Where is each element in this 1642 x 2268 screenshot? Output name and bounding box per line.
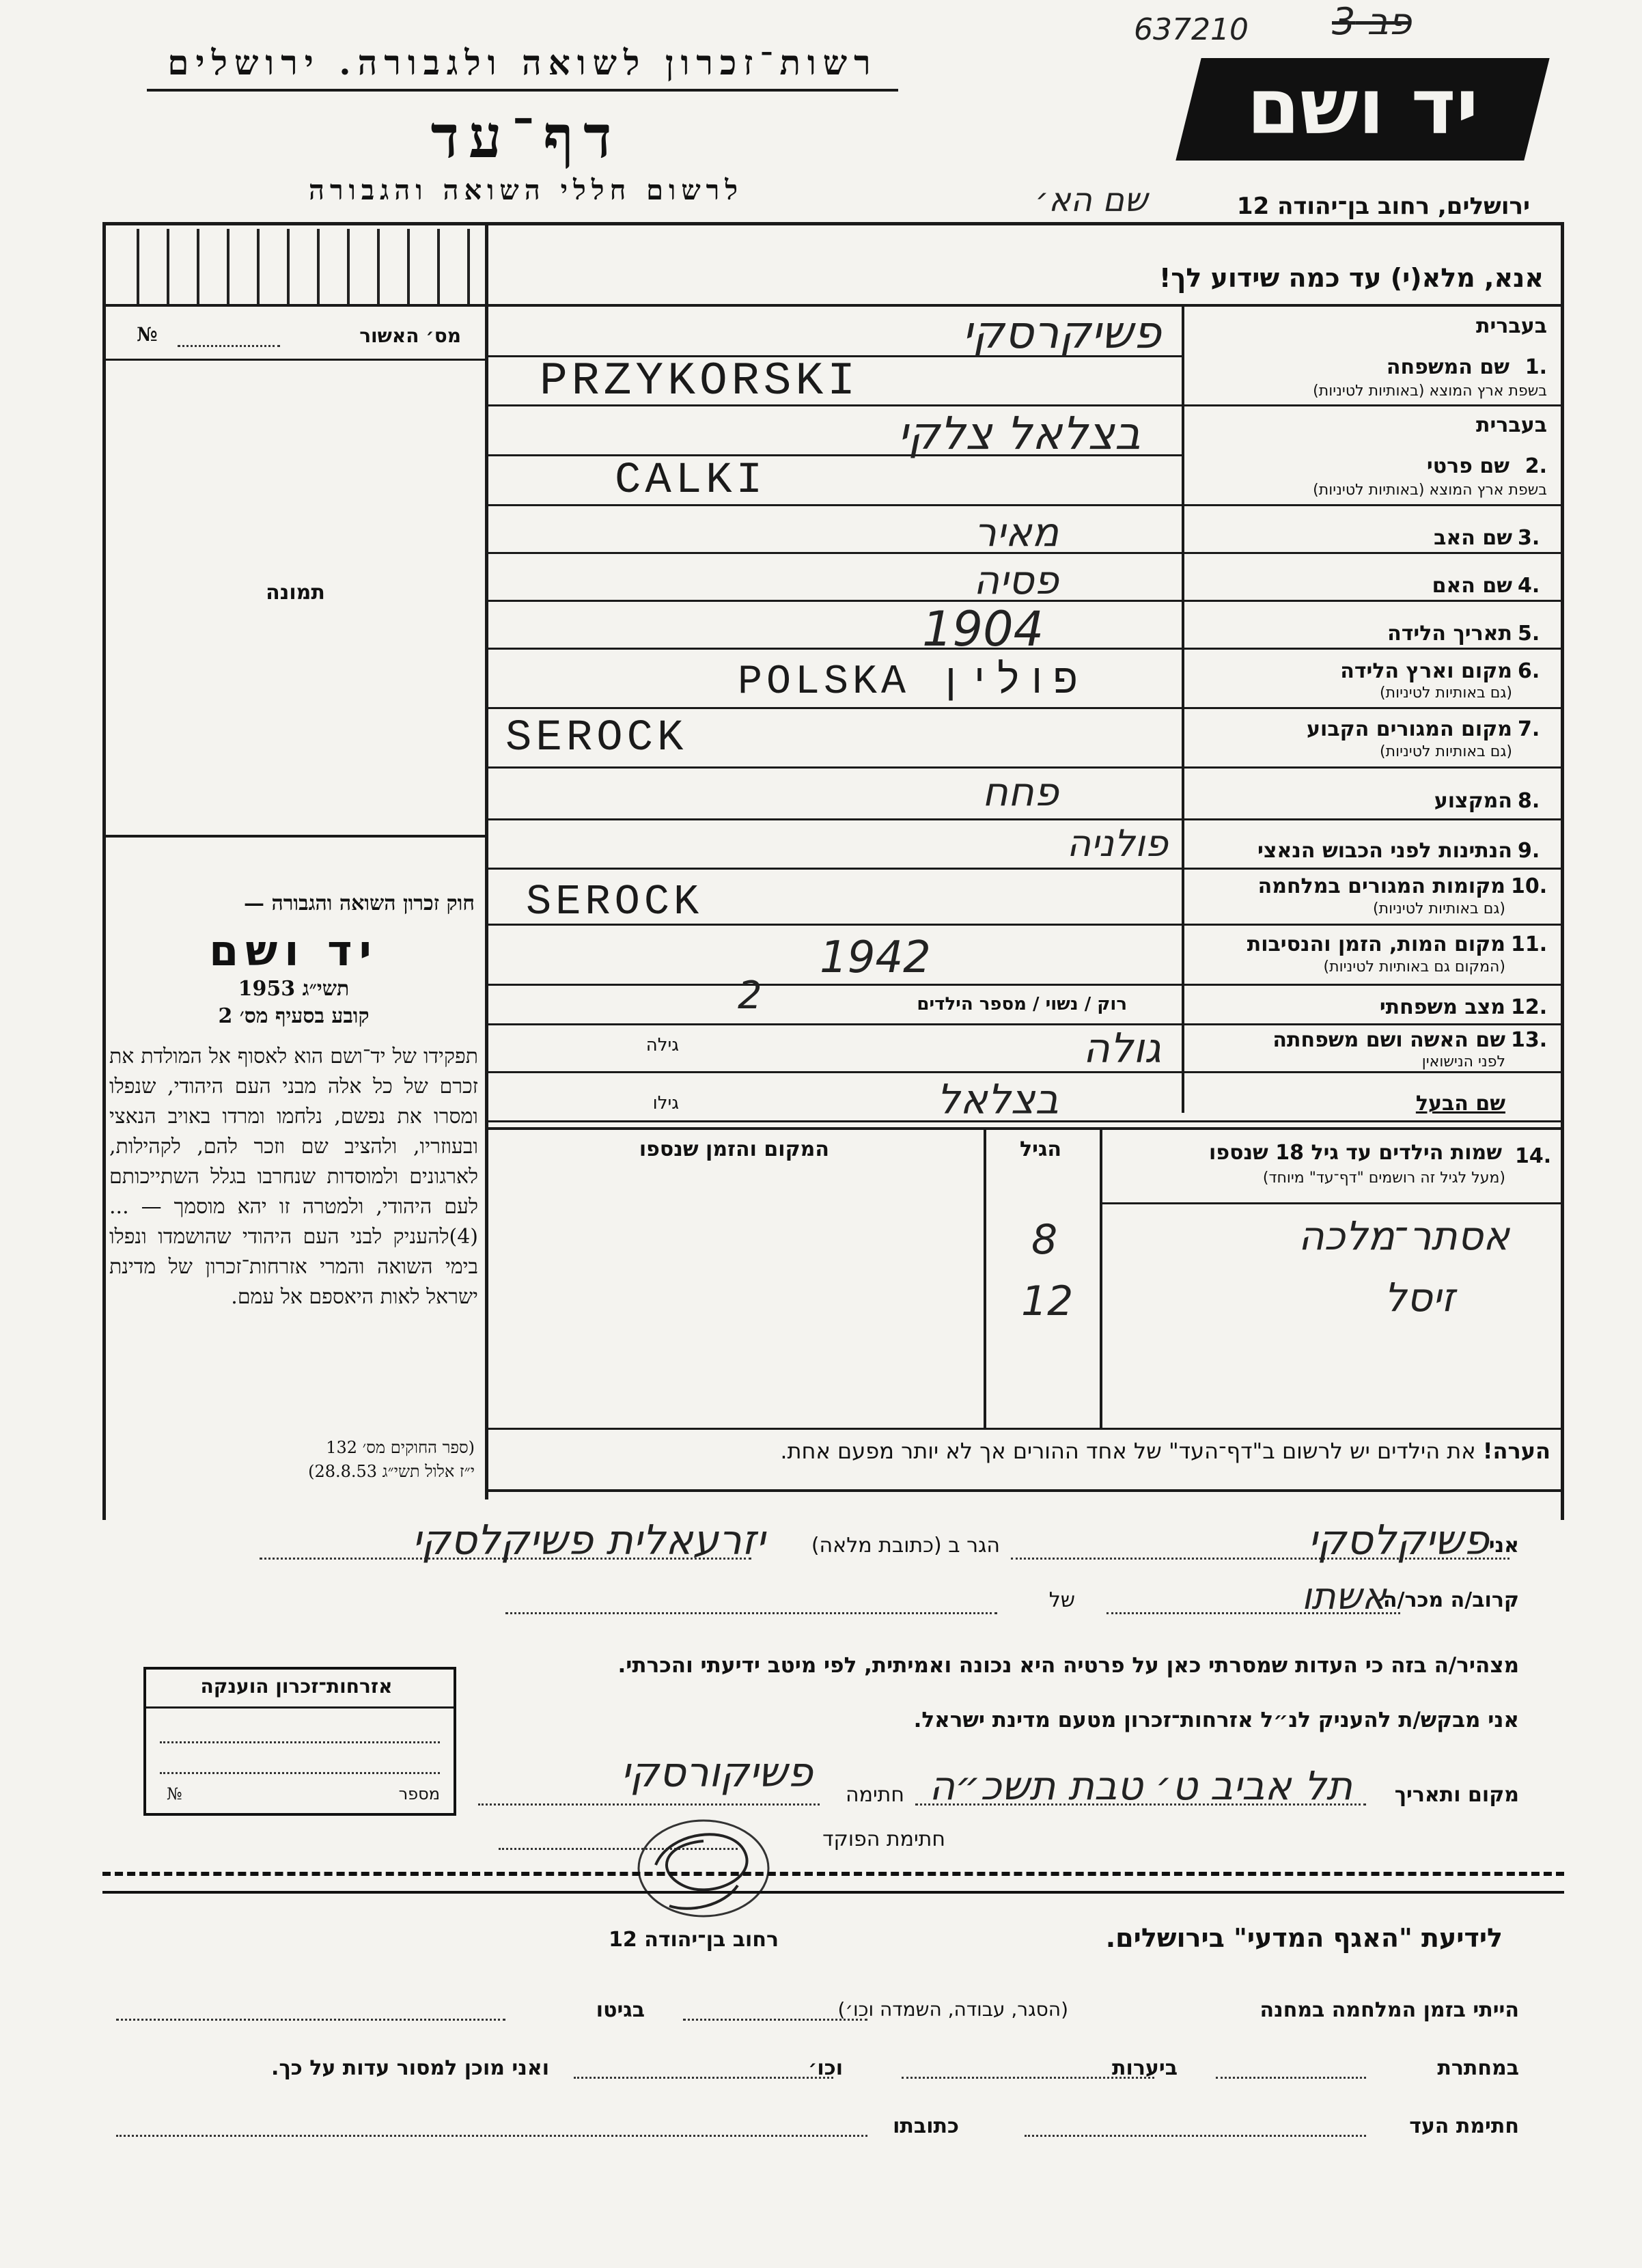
children-header-bottom: [1102, 1202, 1561, 1204]
page-marker: פב 3: [1332, 0, 1412, 43]
field-husband-label: שם הבעל: [1415, 1092, 1505, 1116]
memorial-citizenship-box: [143, 1667, 456, 1816]
surname-latin-value: PRZYKORSKI: [540, 355, 860, 408]
child-1-age: 8: [1031, 1216, 1058, 1264]
signature-label: חתימה: [845, 1783, 904, 1807]
footer-forests-label: ביערות: [1112, 2056, 1178, 2080]
institution-line: רשות־זכרון לשואה ולגבורה. ירושלים: [167, 42, 878, 83]
children-table-top: [488, 1127, 1561, 1130]
field-birthdate-label: תאריך הלידה: [1387, 622, 1512, 646]
profession-value: פחח: [982, 769, 1059, 815]
footer-witness-signature-line: [1025, 2135, 1366, 2137]
form-subtitle: לרשום חללי השואה והגבורה: [308, 174, 744, 206]
law-year-line: [113, 977, 475, 1001]
place-date-label: מקום ותאריך: [1394, 1783, 1519, 1807]
field-number: 10.: [1511, 874, 1548, 898]
tear-off-line-2: [102, 1891, 1564, 1894]
address-header: ירושלים, רחוב בן־יהודה 12: [1236, 193, 1530, 220]
archive-number: 637210: [1134, 12, 1249, 47]
field-citizenship-label: הנתינות לפני הכבוש הנאצי: [1257, 839, 1512, 863]
approval-line: [178, 345, 280, 347]
law-ref-2: י״ז אלול תשי״ג 28.8.53): [308, 1462, 475, 1481]
field-label: שם המשפחה: [1386, 355, 1509, 379]
child-2-name: זיסל: [1384, 1274, 1455, 1320]
footer-underground-label: במחתרת: [1437, 2056, 1519, 2080]
relation-value: אשתו: [1301, 1575, 1387, 1618]
children-place-header: המקום והזמן שנספו: [639, 1137, 829, 1161]
place-date-value: תל אביב ט׳ טבת תשכ״ה: [929, 1762, 1352, 1809]
death-value: 1942: [820, 932, 931, 983]
field-number: 2.: [1525, 454, 1547, 478]
field-hint: (גם באותיות לטיניות): [1373, 900, 1505, 917]
wife-value: גולה: [1083, 1025, 1161, 1073]
footer-witness-address-label: כתובתו: [893, 2114, 959, 2138]
declarant-address-value: יזרעאלית פשיקלסקי: [412, 1517, 765, 1564]
photo-top-line: [106, 359, 485, 361]
law-text: תפקידו של יד־ושם הוא לאסוף אל המולדת את זכרם של כל אלה מבני העם היהודי, שנפלו ומסרו את נפשם, נלחמו ומרדו באויב הנאצי ובעוזריו, ולהציב שם וזכר להם, לקהילות, לארגונים ולמוסדות שנחרבו בגלל השתייכותם לעם היהודי, ולמטרה זו יהא מוסמך — ...(4)להעניק לבני העם היהודי שהושמדו ונפלו בימי השואה והמרי אזרחות־זכרון של מדינת ישראל לאות היאספם אל עמם.: [109, 1045, 478, 1309]
field-death-label: מקום המות, הזמן והנסיבות: [1247, 932, 1505, 956]
row-line: [488, 818, 1561, 820]
stamp-box-number-label: מספר: [398, 1784, 440, 1803]
approval-no-sign: №: [137, 323, 158, 346]
father-value: מאיר: [974, 509, 1059, 555]
child-1-name: אסתר־מלכה: [1298, 1213, 1509, 1259]
field-marital-label: מצב משפחתי: [1379, 995, 1505, 1019]
children-age-header: הגיל: [1020, 1137, 1061, 1161]
form-bottom-line: [488, 1489, 1561, 1492]
field-war-residence-label: מקומות המגורים במלחמה: [1257, 874, 1505, 898]
children-age-divider: [984, 1127, 986, 1428]
declarant-name-value: פשיקלסקי: [1308, 1517, 1489, 1564]
footer-camp-paren: (הסגר, עבודה, השמדה וכו׳): [837, 1998, 1068, 2021]
birthplace-value: POLSKA פולין: [738, 659, 1083, 706]
photo-label: תמונה: [266, 581, 325, 605]
field-wife-label: שם האשה ושם משפחתה: [1272, 1028, 1505, 1052]
field-number: 8.: [1518, 789, 1540, 813]
row-line: [488, 984, 1561, 986]
field-number: 4.: [1518, 574, 1540, 598]
footer-etc-label: וכו׳: [808, 2056, 843, 2080]
relative-of-line: [505, 1612, 997, 1614]
children-number: 14.: [1515, 1144, 1552, 1168]
officer-label: חתימת הפוקד: [822, 1827, 945, 1851]
husband-value: בצלאל: [936, 1076, 1059, 1124]
footer-ghetto-label: בגיטו: [596, 1998, 645, 2022]
footer-camp-label: הייתי בזמן המלחמה במחנה: [1260, 1998, 1519, 2022]
children-names-header: שמות הילדים עד גיל 18 שנספו: [1209, 1141, 1502, 1165]
handwritten-note: שם הא׳: [1035, 181, 1147, 219]
footer-camp-line: [683, 2019, 867, 2021]
law-section: קובע בסעיף מס׳ 2: [218, 1004, 370, 1028]
hebrew-tag: בעברית: [1476, 314, 1547, 338]
field-number: 12.: [1511, 995, 1548, 1019]
field-label: שם פרטי: [1426, 454, 1509, 478]
note-text: את הילדים יש לרשום ב"דף־העד" של אחד ההורים אך לא יותר מפעם אחת.: [780, 1438, 1476, 1464]
relative-of: של: [1048, 1588, 1075, 1612]
field-profession-label: המקצוע: [1434, 789, 1512, 813]
husband-label: גילו: [652, 1093, 679, 1114]
stamp-box-title: אזרחות־זכרון הוענקה: [200, 1675, 393, 1698]
footer-ghetto-line: [116, 2019, 505, 2021]
hebrew-tag: בעברית: [1476, 413, 1547, 437]
field-number: 7.: [1518, 717, 1540, 741]
surname-hebrew-value: פשיקרסקי: [962, 306, 1161, 359]
form-title: דף־עד: [430, 102, 622, 171]
field-number: 9.: [1518, 839, 1540, 863]
field-number: 6.: [1518, 659, 1540, 683]
child-2-age: 12: [1021, 1277, 1074, 1325]
children-count-value: 2: [738, 973, 762, 1018]
declarant-address-label: הגר ב (כתובת מלאה): [811, 1534, 1000, 1558]
stamp-box-divider: [146, 1706, 454, 1709]
marital-options: רוק / נשוי / מספר הילדים: [917, 994, 1127, 1014]
field-father-label: שם האב: [1434, 526, 1512, 550]
signature-value: פשיקורסקי: [620, 1749, 813, 1797]
footer-underground-line: [1216, 2077, 1366, 2079]
note-title: הערה!: [1482, 1438, 1550, 1464]
footer-address: רחוב בן־יהודה 12: [609, 1928, 779, 1952]
form-left-border: [102, 222, 106, 1520]
footer-title: לידיעת "האגף המדעי" בירושלים.: [1105, 1923, 1503, 1953]
logo-text: יד ושם: [1247, 63, 1479, 152]
field-hint: (המקום גם באותיות לטיניות): [1323, 958, 1505, 976]
relative-label: קרוב/ה מכר/ה: [1382, 1588, 1519, 1612]
form-right-border: [1561, 222, 1564, 1520]
field-hint: (גם באותיות לטיניות): [1380, 743, 1512, 760]
footer-etc-line: [574, 2077, 833, 2079]
header-hatch-strip: [109, 229, 482, 304]
field-number: 5.: [1518, 622, 1540, 646]
law-year: 1953: [238, 977, 296, 1001]
declaration-statement: מצהיר/ה בזה כי העדות שמסרתי כאן על פרטיה היא נכונה ואמיתית, לפי מיטב ידיעתי והכרתי.: [617, 1653, 1519, 1678]
war-residence-value: SEROCK: [526, 878, 704, 926]
form-note: [492, 1438, 1550, 1464]
footer-witness-signature-label: חתימת העד: [1409, 2114, 1519, 2138]
footer-testimony-label: ואני מוכן למסור עדות על כך.: [271, 2056, 549, 2080]
birthdate-value: 1904: [922, 601, 1044, 657]
approval-label: מס׳ האשור: [359, 324, 461, 347]
children-names-subheader: (מעל לגיל זה רושמים "דף־עד" מיוחד): [1262, 1170, 1505, 1187]
mother-value: פסיה: [973, 557, 1059, 603]
law-title: חוק זכרון השואה והגבורה —: [244, 891, 475, 915]
form-top-border: [102, 222, 1564, 225]
tear-off-line: [102, 1872, 1564, 1876]
stamp-box-line: [160, 1772, 440, 1774]
children-table-bottom: [488, 1428, 1561, 1430]
form-instruction: אנא, מלא(י) עד כמה שידוע לך!: [1159, 263, 1544, 293]
field-number: 11.: [1511, 932, 1548, 956]
first-name-hebrew-value: בצלאל צלקי: [897, 407, 1141, 460]
field-hint: בשפת ארץ המוצא (באותיות לטיניות): [1313, 482, 1547, 499]
children-name-divider: [1100, 1127, 1102, 1428]
field-number: 1.: [1525, 355, 1547, 379]
row-line: [488, 707, 1561, 709]
declarant-ani: אני: [1488, 1534, 1519, 1558]
left-column-divider: [485, 222, 488, 1499]
law-year-heb: תשי״ג: [302, 977, 350, 1001]
wife-maiden-label: גילה: [645, 1035, 679, 1055]
law-ref-1: (ספר החוקים מס׳ 132: [326, 1438, 475, 1457]
label-column-divider: [1182, 307, 1184, 1113]
row-line: [488, 868, 1561, 870]
footer-forests-line: [902, 2077, 1154, 2079]
law-name: יד ושם: [209, 926, 378, 976]
photo-bottom-line: [106, 835, 485, 838]
first-name-latin-value: CALKI: [615, 456, 767, 506]
field-number: 3.: [1518, 526, 1540, 550]
declaration-request: אני מבקש/ת להעניק לנ״ל אזרחות־זכרון מטעם מדינת ישראל.: [913, 1708, 1519, 1732]
residence-value: SEROCK: [505, 714, 688, 763]
field-number: 13.: [1511, 1028, 1548, 1052]
field-hint: (גם באותיות לטיניות): [1380, 684, 1512, 702]
footer-witness-address-line: [116, 2135, 867, 2137]
stamp-box-no-sign: №: [167, 1784, 182, 1803]
field-residence-label: מקום המגורים הקבוע: [1307, 717, 1512, 741]
citizenship-value: פולניה: [1066, 822, 1168, 865]
field-hint: לפני הנישואין: [1421, 1053, 1505, 1070]
field-birthplace-label: מקום וארץ הלידה: [1340, 659, 1512, 683]
stamp-box-line: [160, 1741, 440, 1743]
field-hint: בשפת ארץ המוצא (באותיות לטיניות): [1313, 383, 1547, 400]
officer-signature-scribble: [628, 1803, 785, 1920]
institution-underline: [147, 89, 898, 92]
field-mother-label: שם האם: [1432, 574, 1512, 598]
